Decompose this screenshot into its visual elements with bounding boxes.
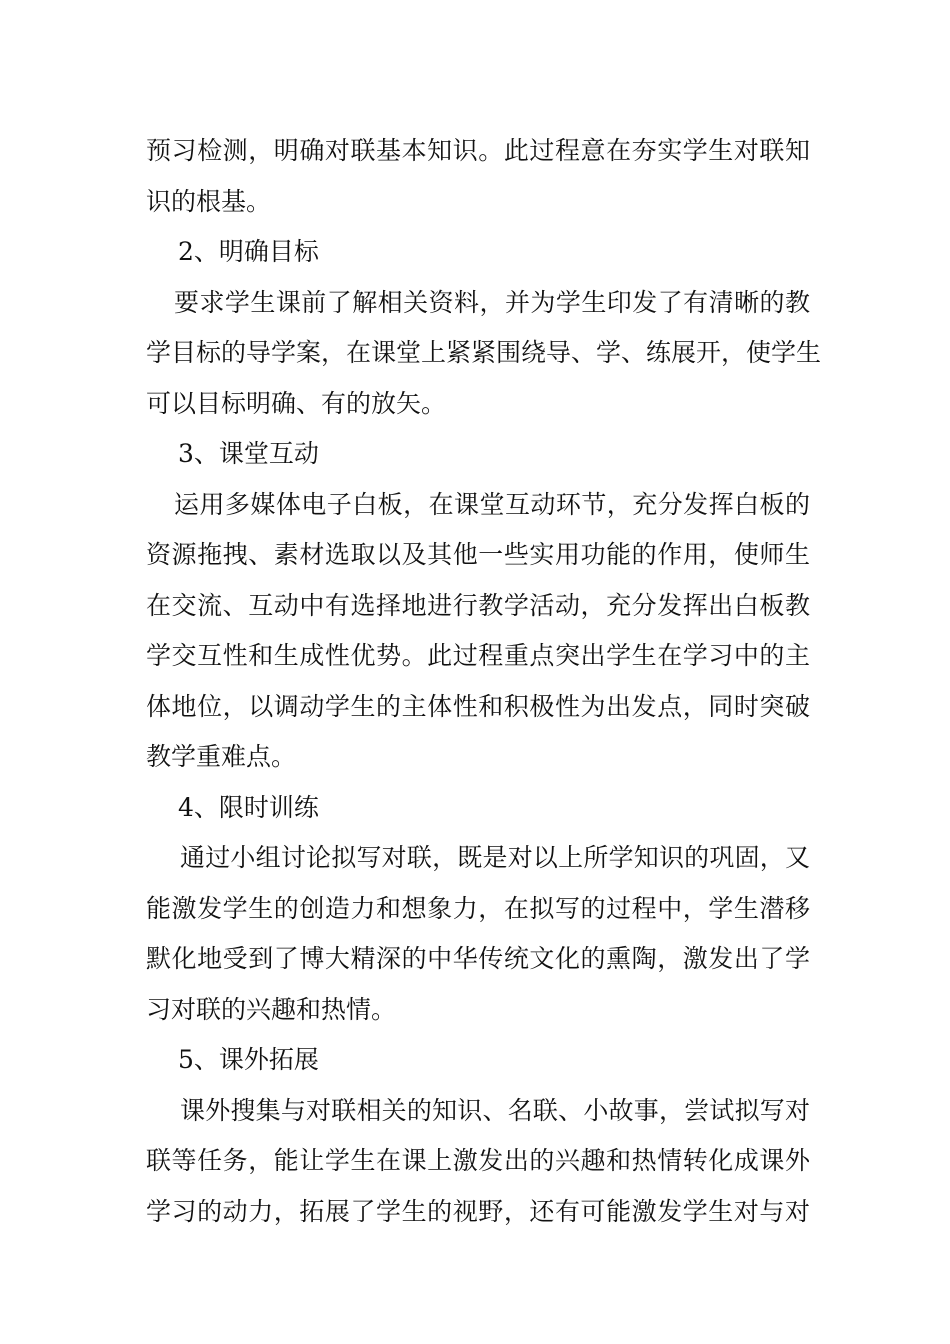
- section-heading: 4、限时训练: [178, 792, 319, 822]
- paragraph-line: 运用多媒体电子白板，在课堂互动环节，充分发挥白板的: [174, 489, 810, 519]
- paragraph-line: 在交流、互动中有选择地进行教学活动，充分发挥出白板教: [146, 590, 810, 620]
- paragraph-line: 可以目标明确、有的放矢。: [146, 388, 447, 418]
- paragraph-line: 体地位，以调动学生的主体性和积极性为出发点，同时突破: [146, 691, 810, 721]
- paragraph-line: 通过小组讨论拟写对联，既是对以上所学知识的巩固，又: [180, 843, 810, 872]
- section-heading: 2、明确目标: [178, 237, 319, 266]
- paragraph-line: 资源拖拽、素材选取以及其他一些实用功能的作用，使师生: [146, 540, 810, 569]
- paragraph-line: 识的根基。: [146, 186, 272, 216]
- document-body: [146, 126, 822, 1237]
- paragraph-line: 课外搜集与对联相关的知识、名联、小故事，尝试拟写对: [180, 1095, 810, 1125]
- paragraph-line: 能激发学生的创造力和想象力，在拟写的过程中，学生潜移: [146, 893, 810, 923]
- paragraph-line: 联等任务，能让学生在课上激发出的兴趣和热情转化成课外: [146, 1146, 810, 1175]
- paragraph-line: 要求学生课前了解相关资料，并为学生印发了有清晰的教: [174, 287, 810, 317]
- paragraph-line: 默化地受到了博大精深的中华传统文化的熏陶，激发出了学: [146, 944, 810, 973]
- paragraph-line: 预习检测，明确对联基本知识。此过程意在夯实学生对联知: [146, 136, 810, 165]
- section-heading: 5、课外拓展: [178, 1045, 319, 1074]
- paragraph-line: 学目标的导学案，在课堂上紧紧围绕导、学、练展开，使学生: [146, 338, 822, 367]
- paragraph-line: 学交互性和生成性优势。此过程重点突出学生在学习中的主: [146, 641, 810, 670]
- paragraph-line: 习对联的兴趣和热情。: [146, 994, 397, 1024]
- paragraph-line: 学习的动力，拓展了学生的视野，还有可能激发学生对与对: [146, 1196, 810, 1226]
- section-heading: 3、课堂互动: [178, 439, 319, 468]
- paragraph-line: 教学重难点。: [146, 742, 297, 771]
